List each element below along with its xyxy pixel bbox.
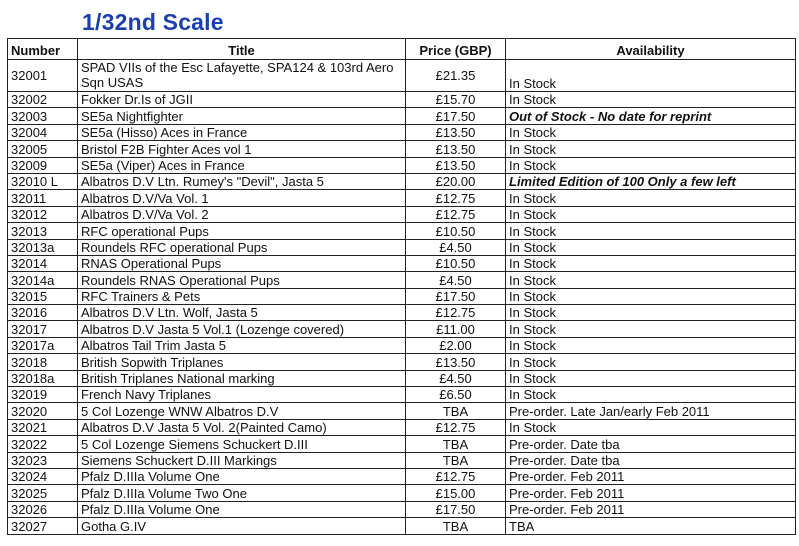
- cell-price: £13.50: [406, 141, 506, 157]
- cell-title: SPAD VIIs of the Esc Lafayette, SPA124 & 103rd Aero Sqn USAS: [78, 60, 406, 92]
- cell-number: 32015: [8, 288, 78, 304]
- table-row: [8, 124, 796, 140]
- cell-number: 32019: [8, 387, 78, 403]
- cell-number: 32009: [8, 157, 78, 173]
- cell-number: 32023: [8, 452, 78, 468]
- cell-title: French Navy Triplanes: [78, 387, 406, 403]
- cell-price: £4.50: [406, 370, 506, 386]
- cell-availability: TBA: [506, 518, 796, 534]
- table-row: [8, 305, 796, 321]
- cell-number: 32021: [8, 419, 78, 435]
- cell-price: £17.50: [406, 288, 506, 304]
- cell-price: TBA: [406, 518, 506, 534]
- cell-title: SE5a (Hisso) Aces in France: [78, 124, 406, 140]
- cell-availability: Pre-order. Date tba: [506, 452, 796, 468]
- column-header-availability: Availability: [506, 39, 796, 60]
- cell-price: £17.50: [406, 501, 506, 517]
- table-row: [8, 387, 796, 403]
- cell-availability: In Stock: [506, 141, 796, 157]
- cell-number: 32020: [8, 403, 78, 419]
- cell-title: Pfalz D.IIIa Volume One: [78, 468, 406, 484]
- cell-number: 32013: [8, 223, 78, 239]
- table-row: [8, 272, 796, 288]
- column-header-price: Price (GBP): [406, 39, 506, 60]
- cell-price: £21.35: [406, 60, 506, 92]
- cell-availability: Pre-order. Late Jan/early Feb 2011: [506, 403, 796, 419]
- cell-price: £15.70: [406, 92, 506, 108]
- cell-price: £10.50: [406, 255, 506, 271]
- cell-price: TBA: [406, 452, 506, 468]
- table-row: [8, 92, 796, 108]
- table-row: [8, 190, 796, 206]
- column-header-title: Title: [78, 39, 406, 60]
- cell-price: £12.75: [406, 206, 506, 222]
- cell-availability: In Stock: [506, 321, 796, 337]
- cell-availability: In Stock: [506, 255, 796, 271]
- cell-number: 32018: [8, 354, 78, 370]
- table-header-row: [8, 39, 796, 60]
- cell-number: 32024: [8, 468, 78, 484]
- cell-availability: In Stock: [506, 223, 796, 239]
- cell-title: RFC operational Pups: [78, 223, 406, 239]
- cell-availability: Pre-order. Feb 2011: [506, 485, 796, 501]
- cell-price: £13.50: [406, 124, 506, 140]
- cell-title: Albatros D.V Jasta 5 Vol.1 (Lozenge covered): [78, 321, 406, 337]
- table-row: [8, 452, 796, 468]
- page-title: 1/32nd Scale: [82, 9, 224, 35]
- table-row: [8, 173, 796, 189]
- cell-price: TBA: [406, 403, 506, 419]
- table-row: [8, 157, 796, 173]
- cell-title: Gotha G.IV: [78, 518, 406, 534]
- cell-number: 32003: [8, 108, 78, 124]
- cell-number: 32014: [8, 255, 78, 271]
- cell-price: £10.50: [406, 223, 506, 239]
- table-row: [8, 501, 796, 517]
- cell-price: £13.50: [406, 354, 506, 370]
- table-row: [8, 288, 796, 304]
- cell-availability: In Stock: [506, 387, 796, 403]
- column-header-number: Number: [8, 39, 78, 60]
- cell-title: 5 Col Lozenge WNW Albatros D.V: [78, 403, 406, 419]
- cell-availability: In Stock: [506, 92, 796, 108]
- cell-title: Fokker Dr.Is of JGII: [78, 92, 406, 108]
- cell-title: Siemens Schuckert D.III Markings: [78, 452, 406, 468]
- cell-availability: Pre-order. Date tba: [506, 436, 796, 452]
- cell-title: 5 Col Lozenge Siemens Schuckert D.III: [78, 436, 406, 452]
- table-row: [8, 321, 796, 337]
- table-row: [8, 354, 796, 370]
- cell-number: 32014a: [8, 272, 78, 288]
- cell-price: £12.75: [406, 419, 506, 435]
- cell-availability: In Stock: [506, 305, 796, 321]
- table-row: [8, 485, 796, 501]
- cell-number: 32010 L: [8, 173, 78, 189]
- cell-number: 32025: [8, 485, 78, 501]
- cell-availability: In Stock: [506, 124, 796, 140]
- cell-title: British Triplanes National marking: [78, 370, 406, 386]
- cell-title: SE5a (Viper) Aces in France: [78, 157, 406, 173]
- table-row: [8, 141, 796, 157]
- cell-price: £20.00: [406, 173, 506, 189]
- cell-availability: In Stock: [506, 288, 796, 304]
- cell-number: 32011: [8, 190, 78, 206]
- cell-availability: In Stock: [506, 337, 796, 353]
- cell-title: British Sopwith Triplanes: [78, 354, 406, 370]
- cell-number: 32002: [8, 92, 78, 108]
- cell-availability: In Stock: [506, 60, 796, 92]
- cell-availability: In Stock: [506, 272, 796, 288]
- cell-title: RFC Trainers & Pets: [78, 288, 406, 304]
- table-row: [8, 419, 796, 435]
- cell-availability: Pre-order. Feb 2011: [506, 501, 796, 517]
- table-row: [8, 223, 796, 239]
- cell-price: £11.00: [406, 321, 506, 337]
- table-row: [8, 337, 796, 353]
- cell-price: £12.75: [406, 468, 506, 484]
- table-row: [8, 108, 796, 124]
- table-row: [8, 239, 796, 255]
- cell-availability: In Stock: [506, 239, 796, 255]
- table-row: [8, 518, 796, 534]
- cell-price: £13.50: [406, 157, 506, 173]
- cell-number: 32005: [8, 141, 78, 157]
- cell-title: Pfalz D.IIIa Volume One: [78, 501, 406, 517]
- cell-number: 32018a: [8, 370, 78, 386]
- cell-number: 32004: [8, 124, 78, 140]
- cell-price: £12.75: [406, 190, 506, 206]
- cell-price: £4.50: [406, 272, 506, 288]
- cell-availability: In Stock: [506, 157, 796, 173]
- cell-price: £2.00: [406, 337, 506, 353]
- cell-title: Pfalz D.IIIa Volume Two One: [78, 485, 406, 501]
- cell-number: 32016: [8, 305, 78, 321]
- cell-title: Albatros D.V Jasta 5 Vol. 2(Painted Camo): [78, 419, 406, 435]
- cell-title: Albatros D.V/Va Vol. 2: [78, 206, 406, 222]
- cell-title: Roundels RNAS Operational Pups: [78, 272, 406, 288]
- cell-availability: Out of Stock - No date for reprint: [506, 108, 796, 124]
- cell-price: £15.00: [406, 485, 506, 501]
- table-row: [8, 60, 796, 92]
- cell-number: 32017a: [8, 337, 78, 353]
- cell-number: 32027: [8, 518, 78, 534]
- cell-number: 32013a: [8, 239, 78, 255]
- cell-title: Bristol F2B Fighter Aces vol 1: [78, 141, 406, 157]
- cell-availability: In Stock: [506, 354, 796, 370]
- cell-availability: In Stock: [506, 190, 796, 206]
- cell-title: Albatros D.V Ltn. Wolf, Jasta 5: [78, 305, 406, 321]
- cell-price: £17.50: [406, 108, 506, 124]
- cell-price: £6.50: [406, 387, 506, 403]
- table-row: [8, 436, 796, 452]
- cell-title: Albatros Tail Trim Jasta 5: [78, 337, 406, 353]
- cell-availability: Pre-order. Feb 2011: [506, 468, 796, 484]
- cell-title: RNAS Operational Pups: [78, 255, 406, 271]
- table-row: [8, 468, 796, 484]
- cell-price: TBA: [406, 436, 506, 452]
- cell-availability: In Stock: [506, 370, 796, 386]
- cell-availability: In Stock: [506, 206, 796, 222]
- cell-price: £12.75: [406, 305, 506, 321]
- cell-availability: Limited Edition of 100 Only a few left: [506, 173, 796, 189]
- cell-price: £4.50: [406, 239, 506, 255]
- table-row: [8, 403, 796, 419]
- table-row: [8, 255, 796, 271]
- price-table: [7, 38, 796, 535]
- cell-availability: In Stock: [506, 419, 796, 435]
- cell-title: Albatros D.V/Va Vol. 1: [78, 190, 406, 206]
- cell-title: SE5a Nightfighter: [78, 108, 406, 124]
- table-row: [8, 206, 796, 222]
- table-row: [8, 370, 796, 386]
- cell-number: 32022: [8, 436, 78, 452]
- cell-number: 32017: [8, 321, 78, 337]
- cell-title: Albatros D.V Ltn. Rumey's "Devil", Jasta 5: [78, 173, 406, 189]
- cell-number: 32026: [8, 501, 78, 517]
- cell-number: 32012: [8, 206, 78, 222]
- cell-title: Roundels RFC operational Pups: [78, 239, 406, 255]
- cell-number: 32001: [8, 60, 78, 92]
